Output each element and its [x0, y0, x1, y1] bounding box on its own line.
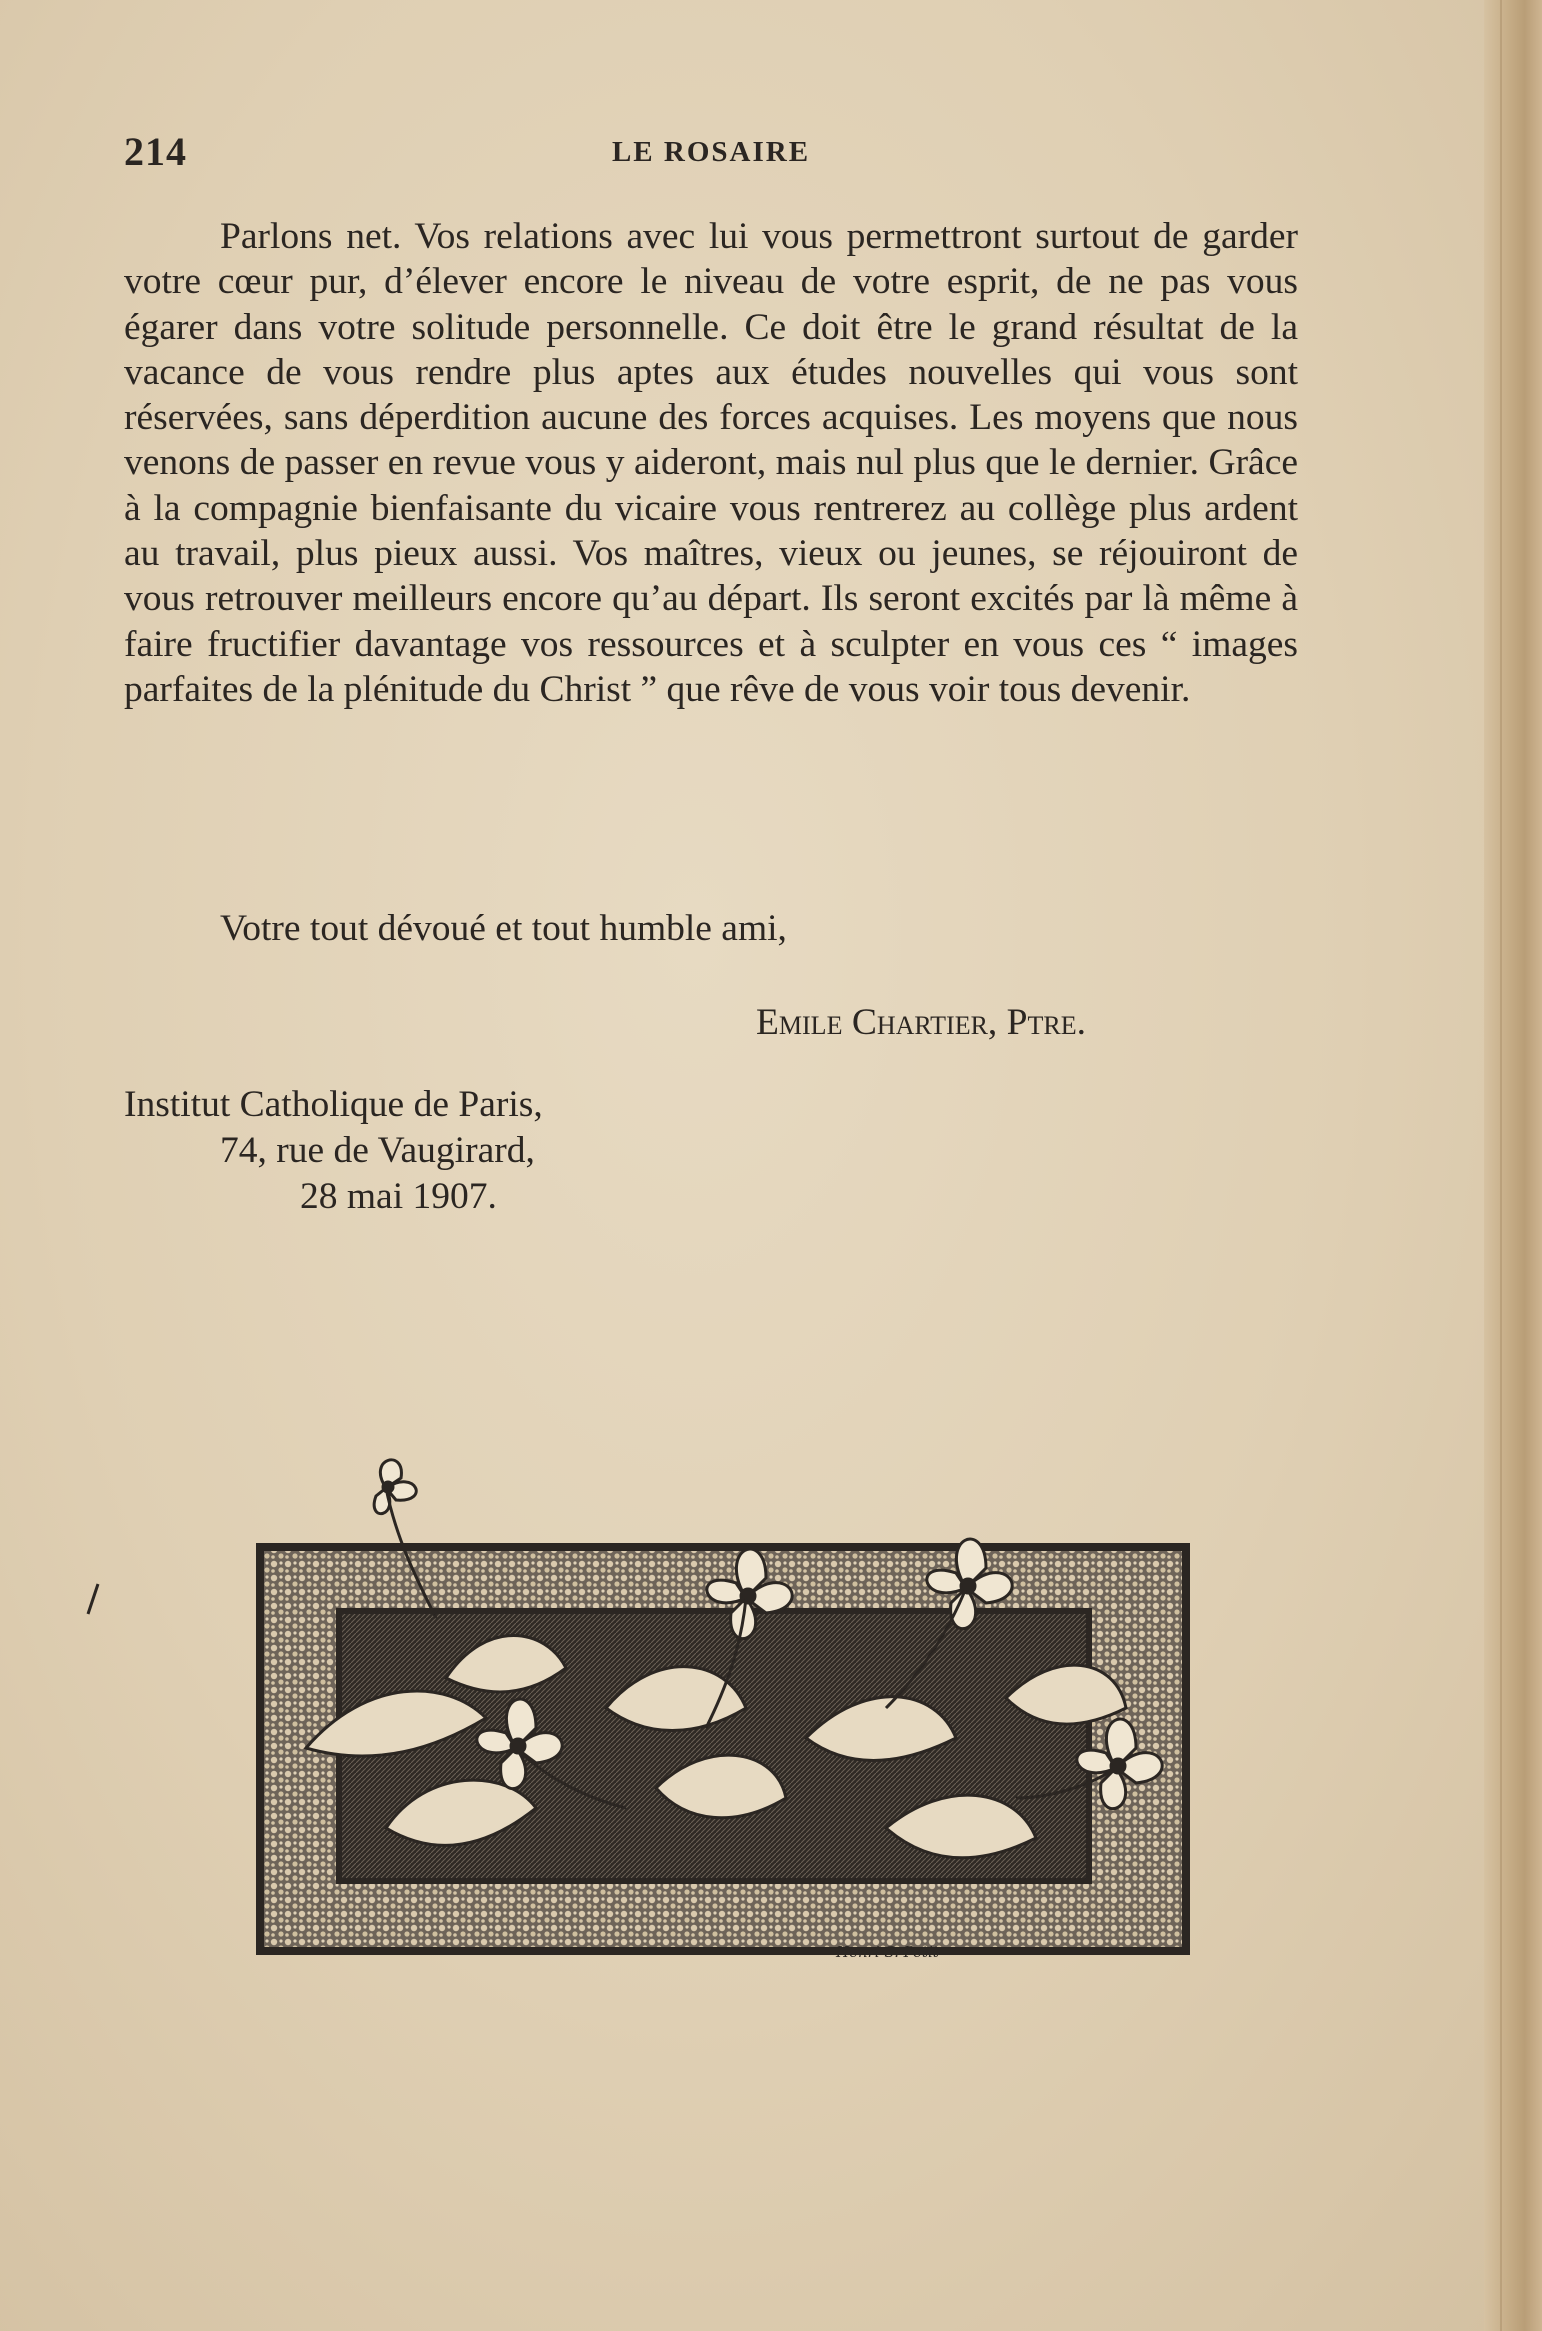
address-line-1: Institut Catholique de Paris, — [124, 1084, 543, 1125]
address-line-2: 74, rue de Vaugirard, — [220, 1130, 535, 1171]
page-number: 214 — [124, 129, 187, 174]
page-edge — [1484, 0, 1542, 2331]
address-line-3: 28 mai 1907. — [300, 1176, 497, 1217]
closing-line: Votre tout dévoué et tout humble ami, — [220, 908, 787, 949]
address-block — [124, 1082, 543, 1220]
signature: Emile Chartier, Ptre. — [756, 1002, 1087, 1043]
page-edge-line — [1500, 0, 1502, 2331]
ink-mark-icon — [86, 1582, 100, 1616]
page-header — [124, 128, 1298, 178]
body-text — [124, 214, 1298, 712]
artist-signature: Henri S. Petit — [836, 1943, 939, 1961]
running-head: LE ROSAIRE — [611, 136, 811, 168]
floral-vignette-icon — [186, 1448, 1250, 1996]
body-paragraph: Parlons net. Vos relations avec lui vous permettront surtout de garder votre cœur pur, d’élever encore le niveau de votre esprit, de ne pas vous égarer dans votre solitude personnelle. Ce doit être le grand résultat de la vacance de vous rendre plus aptes aux études nouvelles qui vous sont réservées, sans déperdition aucune des forces acquises. Les moyens que nous venons de passer en revue vous y aideront, mais nul plus que le dernier. Grâce à la compagnie bienfaisante du vicaire vous rentrerez au collège plus ardent au travail, plus pieux aussi. Vos maîtres, vieux ou jeunes, se réjouiront de vous retrouver meilleurs encore qu’au départ. Ils seront excités par là même à faire fructifier davantage vos ressources et à sculpter en vous ces “ images parfaites de la plénitude du Christ ” que rêve de vous voir tous devenir. — [124, 216, 1298, 710]
